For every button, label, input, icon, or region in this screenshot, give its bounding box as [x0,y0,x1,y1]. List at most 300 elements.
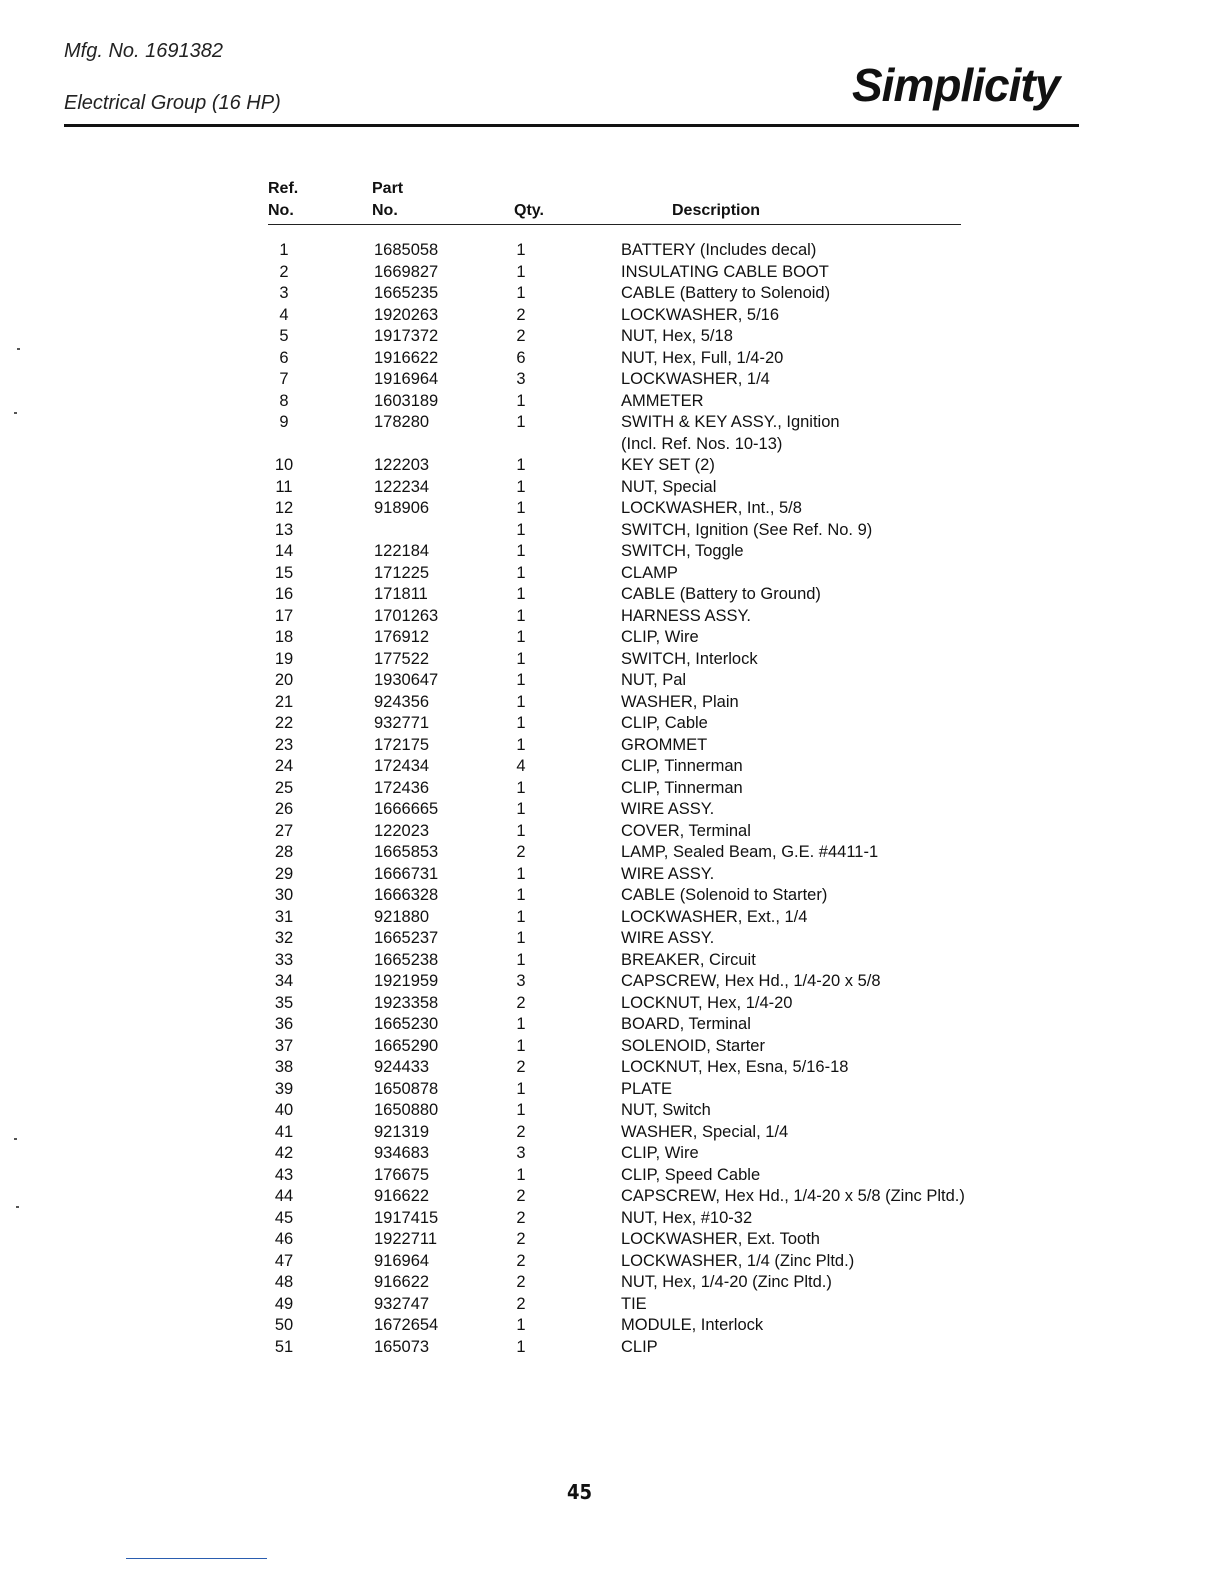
description-line: MODULE, Interlock [621,1316,764,1334]
quantity: 2 [516,1187,526,1205]
description-line: SWITCH, Ignition (See Ref. No. 9) [621,520,873,539]
part-number: 1665853 [374,843,439,861]
part-row [0,455,1224,477]
ref-header-bottom: No. [268,202,294,219]
description [621,1337,658,1359]
part-header-bottom: No. [372,202,398,219]
quantity: 1 [516,391,526,410]
part-row [0,670,1224,692]
description-line: WIRE ASSY. [621,800,715,818]
description [621,240,816,262]
description [621,1229,820,1251]
description-line: NUT, Switch [621,1101,711,1119]
part-number: 1666328 [374,886,439,904]
qty-column-header: Qty. [514,202,544,219]
quantity: 2 [516,1273,526,1291]
part-row [0,262,1224,284]
part-number: 924433 [374,1058,430,1076]
description-line: CLIP, Speed Cable [621,1165,761,1184]
description [621,1100,711,1122]
ref-number: 23 [274,735,294,754]
description [621,1251,854,1273]
description-line: NUT, Hex, Full, 1/4-20 [621,348,784,367]
quantity: 1 [516,563,526,582]
quantity: 3 [516,1144,526,1162]
description-line: WIRE ASSY. [621,864,715,883]
quantity: 1 [516,499,526,517]
part-row [0,778,1224,800]
part-number: 1685058 [374,241,439,259]
description [621,1294,647,1316]
quantity: 1 [516,1079,526,1098]
part-number: 1922711 [374,1230,438,1248]
quantity: 3 [516,370,526,388]
description [621,584,821,606]
quantity: 1 [516,864,526,883]
part-row [0,1229,1224,1251]
part-number: 1665235 [374,284,439,302]
part-row [0,1079,1224,1101]
part-number: 1665237 [374,929,439,947]
part-number: 1920263 [374,305,439,324]
ref-number: 28 [274,843,294,861]
ref-number: 24 [274,757,294,775]
part-number: 177522 [374,649,430,668]
quantity: 1 [516,671,526,689]
margin-mark [14,1138,17,1140]
quantity: 1 [516,692,526,711]
quantity: 1 [516,886,526,904]
description [621,821,751,843]
part-number: 171225 [374,563,430,582]
description-column-header: Description [672,202,761,219]
ref-number: 51 [274,1337,294,1356]
part-number: 1916964 [374,370,439,388]
ref-number: 2 [279,262,289,281]
description-line: CLAMP [621,563,678,582]
ref-number: 48 [274,1273,294,1291]
quantity: 1 [516,413,526,431]
part-row [0,756,1224,778]
part-number: 1603189 [374,391,439,410]
description [621,498,802,520]
description [621,842,878,864]
description-line: WIRE ASSY. [621,929,715,947]
part-row [0,305,1224,327]
description-line: HARNESS ASSY. [621,606,751,625]
quantity: 4 [516,757,526,775]
ref-number: 30 [274,886,294,904]
description [621,283,830,305]
part-number: 1650878 [374,1079,439,1098]
description [621,563,678,585]
part-row [0,1337,1224,1359]
part-number: 172434 [374,757,430,775]
description-line: SOLENOID, Starter [621,1036,765,1055]
description [621,455,715,477]
ref-number: 19 [274,649,294,668]
part-row [0,842,1224,864]
description [621,1208,752,1230]
part-number: 1923358 [374,993,439,1012]
part-number: 1672654 [374,1316,439,1334]
part-number: 1666731 [374,864,439,883]
description-line: CLIP, Cable [621,714,708,732]
description [621,477,716,499]
ref-number: 46 [274,1230,294,1248]
description-line: CLIP, Tinnerman [621,757,743,775]
ref-header-top: Ref. [268,180,299,197]
part-number: 924356 [374,692,430,711]
description [621,885,827,907]
part-number: 921319 [374,1122,430,1141]
part-number: 918906 [374,499,430,517]
description [621,907,807,929]
quantity: 1 [516,241,526,259]
quantity: 1 [516,714,526,732]
part-row [0,369,1224,391]
description [621,1036,765,1058]
quantity: 1 [516,950,526,969]
description [621,950,756,972]
ref-number: 8 [279,391,289,410]
description [621,649,758,671]
part-row [0,799,1224,821]
description [621,412,840,455]
description-line: BOARD, Terminal [621,1015,751,1033]
ref-number: 32 [274,929,294,947]
quantity: 1 [516,477,526,496]
description [621,1057,848,1079]
description [621,305,779,327]
description [621,1079,672,1101]
part-row [0,283,1224,305]
part-number: 934683 [374,1144,430,1162]
part-row [0,1272,1224,1294]
ref-number: 49 [274,1294,294,1313]
description [621,627,699,649]
margin-mark [16,1206,19,1208]
ref-number: 39 [274,1079,294,1098]
ref-number: 22 [274,714,294,732]
description [621,799,714,821]
quantity: 1 [516,1015,526,1033]
part-row [0,1100,1224,1122]
ref-number: 42 [274,1144,294,1162]
ref-number: 17 [274,606,294,625]
part-number: 122184 [374,542,430,560]
description [621,1165,760,1187]
quantity: 1 [516,542,526,560]
part-number: 1701263 [374,606,439,625]
part-number: 122023 [374,821,430,840]
description-line: CLIP, Tinnerman [621,778,743,797]
description [621,670,686,692]
part-number: 1666665 [374,800,439,818]
quantity: 1 [516,821,526,840]
description-line: KEY SET (2) [621,456,715,474]
part-row [0,907,1224,929]
quantity: 1 [516,1101,526,1119]
ref-number: 6 [279,348,289,367]
description-line: CABLE (Battery to Ground) [621,585,821,603]
quantity: 2 [516,993,526,1012]
ref-number: 13 [274,520,294,539]
part-number: 1917372 [374,327,439,345]
footer-line [126,1558,267,1559]
quantity: 2 [516,843,526,861]
quantity: 1 [516,800,526,818]
description-line: CAPSCREW, Hex Hd., 1/4-20 x 5/8 (Zinc Pltd.) [621,1187,965,1205]
description-line: SWITH & KEY ASSY., Ignition [621,413,840,431]
description-line: NUT, Pal [621,671,687,689]
ref-number: 3 [279,284,289,302]
mfg-number: Mfg. No. 1691382 [64,40,223,62]
part-row [0,1186,1224,1208]
part-row [0,606,1224,628]
part-row [0,1143,1224,1165]
part-number: 176912 [374,628,430,646]
description-line: PLATE [621,1079,673,1098]
description-line: CABLE (Battery to Solenoid) [621,284,831,302]
quantity: 1 [516,907,526,926]
quantity: 1 [516,520,526,539]
description-line: GROMMET [621,735,708,754]
ref-number: 29 [274,864,294,883]
part-header-top: Part [372,180,404,197]
description [621,735,707,757]
description-line: INSULATING CABLE BOOT [621,262,829,281]
description-line: LOCKWASHER, 5/16 [621,305,780,324]
ref-number: 31 [274,907,294,926]
quantity: 2 [516,1294,526,1313]
description [621,1315,763,1337]
ref-number: 1 [279,241,289,259]
description-line: CLIP, Wire [621,628,699,646]
ref-number: 10 [274,456,294,474]
header-rule [64,124,1079,127]
part-row [0,477,1224,499]
part-number: 1930647 [374,671,439,689]
part-number: 1669827 [374,262,439,281]
part-number: 921880 [374,907,430,926]
part-number: 176675 [374,1165,430,1184]
description [621,1143,699,1165]
part-number: 172175 [374,735,430,754]
margin-mark [17,348,20,350]
part-number: 932747 [374,1294,430,1313]
ref-number: 47 [274,1251,294,1270]
quantity: 2 [516,1122,526,1141]
ref-number: 27 [274,821,294,840]
description [621,369,770,391]
quantity: 1 [516,1316,526,1334]
description-line: NUT, Hex, #10-32 [621,1208,753,1227]
description-line: SWITCH, Interlock [621,649,758,668]
description-line: BATTERY (Includes decal) [621,241,817,259]
part-row [0,713,1224,735]
description-line: CAPSCREW, Hex Hd., 1/4-20 x 5/8 [621,972,881,990]
ref-number: 9 [279,413,289,431]
part-row [0,692,1224,714]
description [621,928,714,950]
description [621,1122,788,1144]
part-row [0,1014,1224,1036]
quantity: 2 [516,1251,526,1270]
quantity: 1 [516,1165,526,1184]
ref-number: 25 [274,778,294,797]
description [621,520,872,542]
part-row [0,649,1224,671]
ref-number: 37 [274,1036,294,1055]
part-number: 122203 [374,456,430,474]
part-row [0,821,1224,843]
part-row [0,1294,1224,1316]
ref-number: 12 [274,499,294,517]
ref-number: 33 [274,950,294,969]
part-row [0,541,1224,563]
quantity: 2 [516,305,526,324]
ref-number: 26 [274,800,294,818]
quantity: 6 [516,348,526,367]
description [621,348,783,370]
ref-number: 35 [274,993,294,1012]
description [621,606,751,628]
ref-number: 18 [274,628,294,646]
description-line: CLIP, Wire [621,1144,699,1162]
description [621,1186,965,1208]
description-line: LOCKWASHER, Ext., 1/4 [621,907,808,926]
quantity: 1 [516,1036,526,1055]
description-line: WASHER, Special, 1/4 [621,1122,789,1141]
ref-number: 45 [274,1208,294,1227]
ref-number: 5 [279,327,289,345]
description [621,1272,832,1294]
quantity: 1 [516,456,526,474]
part-number: 122234 [374,477,430,496]
description [621,541,744,563]
description [621,971,881,993]
quantity: 2 [516,1208,526,1227]
part-row [0,1165,1224,1187]
description-line: LOCKWASHER, 1/4 [621,370,770,388]
part-row [0,1057,1224,1079]
group-title: Electrical Group (16 HP) [64,92,281,114]
description [621,262,829,284]
quantity: 1 [516,585,526,603]
part-row [0,563,1224,585]
ref-number: 14 [274,542,294,560]
ref-number: 50 [274,1316,294,1334]
part-number: 165073 [374,1337,430,1356]
part-number: 1665230 [374,1015,439,1033]
description-continuation: (Incl. Ref. Nos. 10-13) [621,434,783,453]
description-line: TIE [621,1294,647,1313]
quantity: 1 [516,929,526,947]
ref-number: 41 [274,1122,294,1141]
description [621,778,743,800]
description [621,326,733,348]
ref-number: 44 [274,1187,294,1205]
part-row [0,584,1224,606]
description [621,993,792,1015]
description-line: AMMETER [621,391,704,410]
page-number: 45 [567,1480,593,1504]
description [621,864,714,886]
quantity: 1 [516,649,526,668]
part-row [0,885,1224,907]
ref-number: 7 [279,370,289,388]
ref-number: 34 [274,972,294,990]
description [621,756,743,778]
part-row [0,1122,1224,1144]
part-row [0,627,1224,649]
margin-mark [14,412,17,414]
ref-number: 38 [274,1058,294,1076]
description [621,713,708,735]
quantity: 1 [516,262,526,281]
ref-number: 40 [274,1101,294,1119]
description-line: LOCKWASHER, Ext. Tooth [621,1230,820,1248]
part-number: 916964 [374,1251,430,1270]
description-line: CLIP [621,1337,658,1356]
part-row [0,391,1224,413]
part-number: 1650880 [374,1101,439,1119]
quantity: 1 [516,628,526,646]
part-row [0,735,1224,757]
part-row [0,348,1224,370]
part-number: 178280 [374,413,430,431]
description-line: LOCKNUT, Hex, 1/4-20 [621,993,793,1012]
part-row [0,1315,1224,1337]
part-number: 916622 [374,1273,430,1291]
ref-number: 15 [274,563,294,582]
quantity: 2 [516,1058,526,1076]
description-line: COVER, Terminal [621,821,751,840]
part-number: 932771 [374,714,430,732]
description [621,391,704,413]
part-row [0,498,1224,520]
description-line: NUT, Hex, 1/4-20 (Zinc Pltd.) [621,1273,832,1291]
description-line: SWITCH, Toggle [621,542,744,560]
description-line: LOCKWASHER, Int., 5/8 [621,499,802,517]
part-row [0,326,1224,348]
part-row [0,928,1224,950]
column-header-rule [268,224,961,225]
ref-number: 16 [274,585,294,603]
ref-number: 20 [274,671,294,689]
part-row [0,1036,1224,1058]
part-number: 916622 [374,1187,430,1205]
brand-logo: Simplicity [852,59,1060,111]
quantity: 1 [516,735,526,754]
part-row [0,520,1224,542]
part-row [0,240,1224,262]
part-number: 1921959 [374,972,439,990]
description-line: CABLE (Solenoid to Starter) [621,886,828,904]
quantity: 1 [516,778,526,797]
quantity: 1 [516,606,526,625]
description-line: LOCKWASHER, 1/4 (Zinc Pltd.) [621,1251,855,1270]
part-number: 1665290 [374,1036,439,1055]
part-number: 1917415 [374,1208,439,1227]
quantity: 3 [516,972,526,990]
part-row [0,1251,1224,1273]
description-line: LAMP, Sealed Beam, G.E. #4411-1 [621,843,879,861]
description-line: NUT, Hex, 5/18 [621,327,733,345]
part-row [0,1208,1224,1230]
part-row [0,412,1224,455]
